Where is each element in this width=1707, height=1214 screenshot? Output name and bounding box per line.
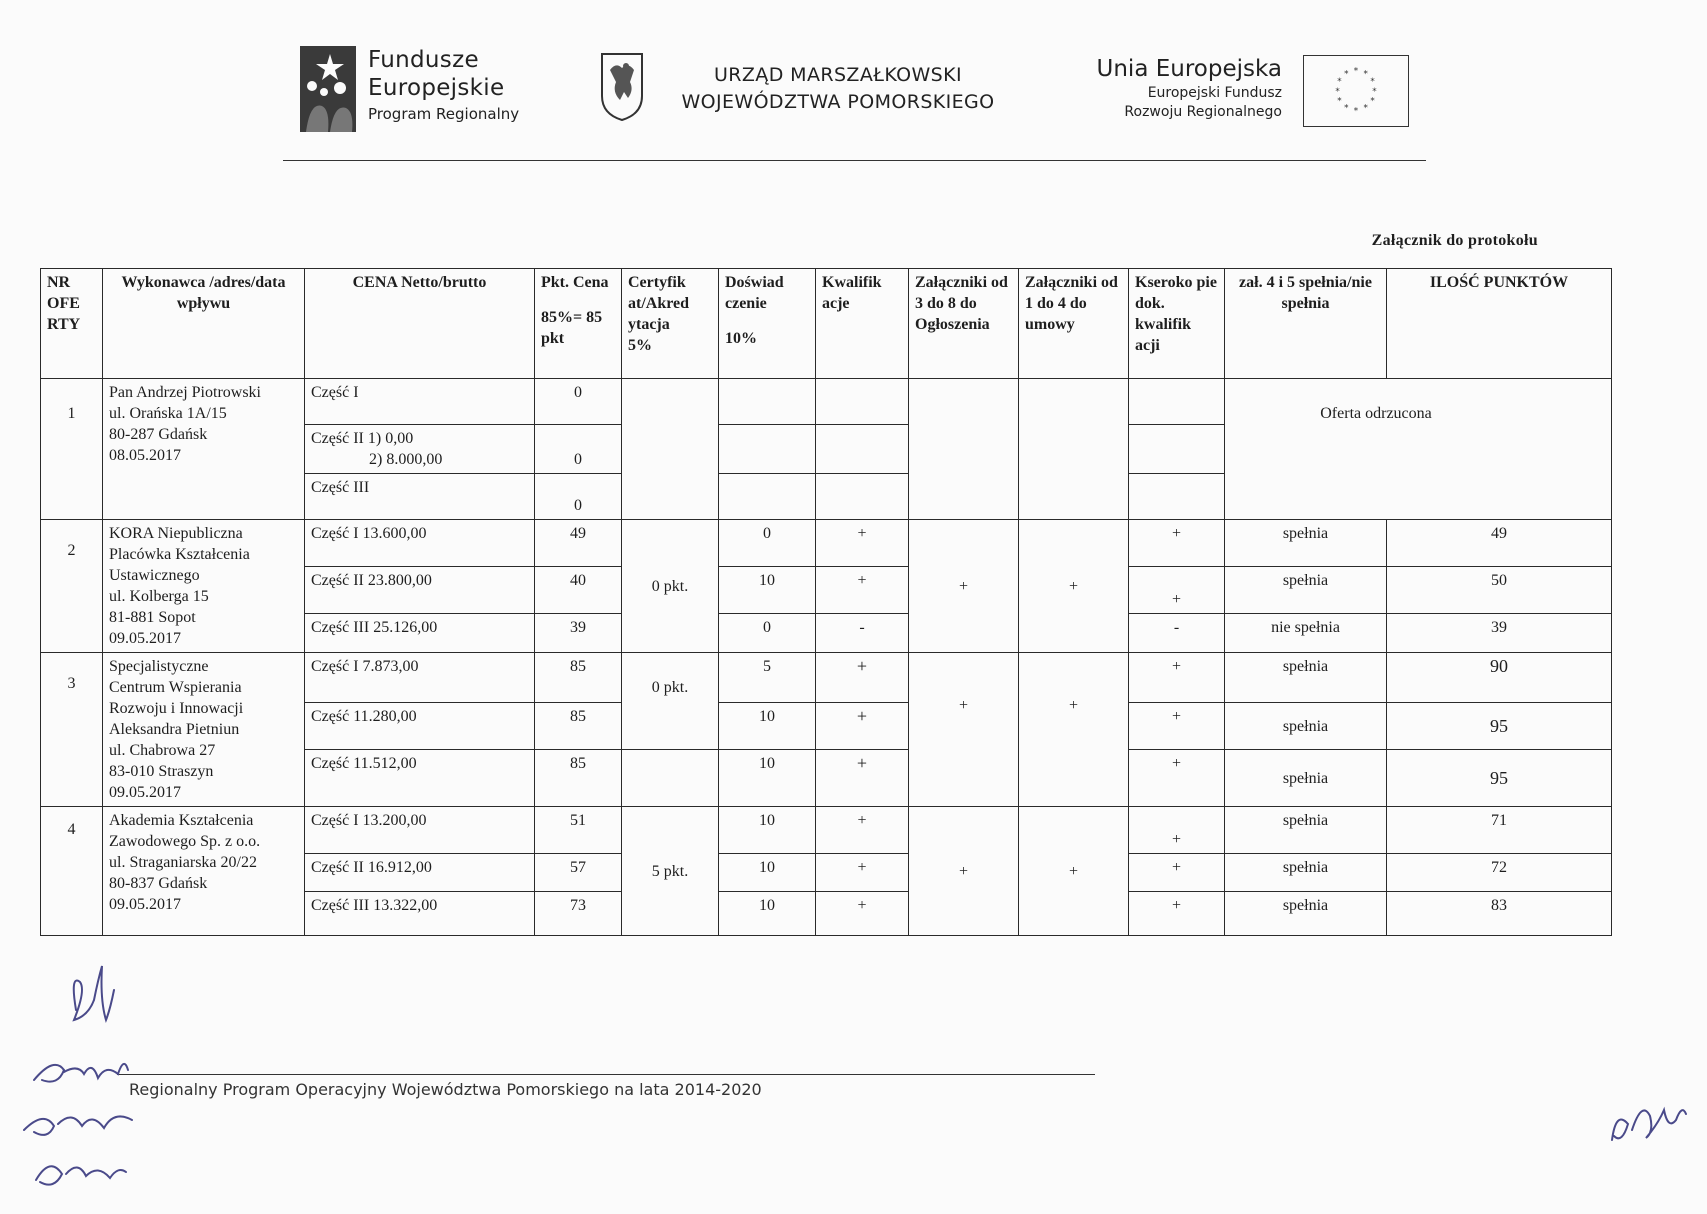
part-qualifications: + (816, 566, 909, 613)
part-price: Część 11.280,00 (305, 703, 535, 750)
offer-att-3-8: + (909, 653, 1019, 807)
part-qualifications: + (816, 703, 909, 750)
svg-text:*: * (1337, 96, 1342, 107)
col-price-header: CENA Netto/brutto (305, 269, 535, 379)
part-experience (719, 379, 816, 425)
part-points: 72 (1387, 854, 1612, 892)
part-price: Część I 13.600,00 (305, 520, 535, 567)
part-experience: 0 (719, 613, 816, 652)
table-row (41, 807, 1612, 854)
part-price-sub: 2) 8.000,00 (369, 451, 443, 468)
part-price-pts: 51 (535, 807, 622, 854)
part-experience: 10 (719, 703, 816, 750)
table-row (41, 520, 1612, 567)
part-copies (1129, 379, 1225, 425)
part-price-pts: 0 (535, 379, 622, 425)
fundusze-europejskie-logo-icon (300, 46, 356, 132)
contractor-line: 09.05.2017 (109, 630, 181, 647)
part-experience: 10 (719, 892, 816, 936)
part-price-pts: 73 (535, 892, 622, 936)
part-qualifications (816, 474, 909, 520)
part-copies: + (1129, 892, 1225, 936)
offer-att-1-4 (1019, 379, 1129, 520)
part-price-pts: 85 (535, 750, 622, 807)
part-price: Część II 23.800,00 (305, 566, 535, 613)
contractor-line: Akademia Kształcenia (109, 812, 254, 829)
offer-nr: 2 (41, 520, 103, 653)
svg-text:*: * (1335, 86, 1340, 97)
contractor-line: ul. Chabrowa 27 (109, 742, 216, 759)
svg-text:*: * (1370, 77, 1375, 88)
part-att-4-5: spełnia (1225, 653, 1387, 703)
svg-text:*: * (1363, 69, 1368, 80)
part-price: Część III 25.126,00 (305, 613, 535, 652)
contractor-line: 09.05.2017 (109, 896, 181, 913)
footer-text: Regionalny Program Operacyjny Województwa Pomorskiego na lata 2014-2020 (129, 1080, 762, 1099)
part-qualifications: + (816, 892, 909, 936)
col-att-1-4-header: Załączniki od 1 do 4 do umowy (1019, 269, 1129, 379)
part-price-pts: 57 (535, 854, 622, 892)
part-copies: + (1129, 750, 1225, 807)
part-points: 49 (1387, 520, 1612, 567)
part-price: Część III 13.322,00 (305, 892, 535, 936)
svg-text:*: * (1353, 66, 1359, 77)
part-copies (1129, 474, 1225, 520)
part-points: 95 (1387, 750, 1612, 807)
table-header-row (41, 269, 1612, 379)
col-contractor-header: Wykonawca /adres/data wpływu (103, 269, 305, 379)
part-price-pts: 0 (535, 425, 622, 474)
cert-label: Certyfik at/Akred ytacja (628, 274, 690, 333)
contractor-line: ul. Straganiarska 20/22 (109, 854, 257, 871)
svg-text:*: * (1344, 103, 1349, 114)
experience-label: Doświad czenie (725, 274, 784, 312)
offer-contractor (103, 520, 305, 653)
contractor-line: 09.05.2017 (109, 784, 181, 801)
cert-cell-empty (622, 750, 719, 807)
contractor-line: Specjalistyczne (109, 658, 209, 675)
contractor-line: Zawodowego Sp. z o.o. (109, 833, 261, 850)
part-experience: 10 (719, 566, 816, 613)
col-att-3-8-header: Załączniki od 3 do 8 do Ogłoszenia (909, 269, 1019, 379)
footer-divider (117, 1074, 1095, 1075)
part-qualifications: + (816, 807, 909, 854)
part-copies: + (1129, 807, 1225, 854)
col-points-header: ILOŚĆ PUNKTÓW (1387, 269, 1612, 379)
svg-text:*: * (1337, 77, 1342, 88)
part-att-4-5: spełnia (1225, 703, 1387, 750)
eu-line1: Unia Europejska (1096, 56, 1282, 82)
part-price: Część III (305, 474, 535, 520)
part-price (305, 425, 535, 474)
part-copies: + (1129, 520, 1225, 567)
part-qualifications: + (816, 854, 909, 892)
office-line2: WOJEWÓDZTWA POMORSKIEGO (681, 91, 995, 113)
part-copies: + (1129, 653, 1225, 703)
part-att-4-5: nie spełnia (1225, 613, 1387, 652)
fe-line1: Fundusze (368, 47, 479, 73)
handwritten-signatures-left-icon (14, 960, 154, 1200)
contractor-line: 83-010 Straszyn (109, 763, 214, 780)
offer-contractor (103, 653, 305, 807)
part-experience: 10 (719, 750, 816, 807)
svg-text:*: * (1370, 96, 1375, 107)
fe-line3: Program Regionalny (368, 105, 520, 123)
offer-att-3-8: + (909, 807, 1019, 936)
fundusze-europejskie-text (368, 46, 519, 124)
eu-text (1060, 54, 1282, 122)
eu-flag-icon (1303, 55, 1409, 127)
offer-att-3-8 (909, 379, 1019, 520)
col-cert-header (622, 269, 719, 379)
svg-text:*: * (1363, 103, 1368, 114)
part-att-4-5: spełnia (1225, 854, 1387, 892)
contractor-line: 80-287 Gdańsk (109, 426, 208, 443)
part-price: Część I 7.873,00 (305, 653, 535, 703)
offer-nr: 3 (41, 653, 103, 807)
handwritten-signature-right-icon (1602, 1080, 1692, 1160)
header-divider (283, 160, 1426, 161)
svg-text:*: * (1372, 86, 1377, 97)
offer-att-3-8: + (909, 520, 1019, 653)
part-att-4-5: spełnia (1225, 892, 1387, 936)
part-price-pts: 49 (535, 520, 622, 567)
part-copies (1129, 425, 1225, 474)
svg-text:*: * (1353, 106, 1359, 117)
part-copies: - (1129, 613, 1225, 652)
part-experience: 10 (719, 807, 816, 854)
price-pts-weight: 85%= 85 pkt (541, 309, 603, 347)
col-experience-header (719, 269, 816, 379)
part-att-4-5: spełnia (1225, 566, 1387, 613)
part-price-pts: 85 (535, 653, 622, 703)
contractor-line: 80-837 Gdańsk (109, 875, 208, 892)
part-qualifications (816, 425, 909, 474)
annex-title: Załącznik do protokołu (1371, 232, 1538, 249)
part-price-pts: 85 (535, 703, 622, 750)
office-line1: URZĄD MARSZAŁKOWSKI (713, 64, 963, 86)
col-nr-header: NR OFE RTY (41, 269, 103, 379)
offer-nr: 1 (41, 379, 103, 520)
contractor-line: 81-881 Sopot (109, 609, 196, 626)
experience-weight: 10% (725, 330, 757, 347)
col-price-pts-header (535, 269, 622, 379)
contractor-line: ul. Orańska 1A/15 (109, 405, 227, 422)
eu-line3: Rozwoju Regionalnego (1124, 104, 1282, 120)
cert-weight: 5% (628, 337, 652, 354)
part-qualifications: + (816, 750, 909, 807)
offer-cert: 0 pkt. (622, 520, 719, 653)
part-points: 39 (1387, 613, 1612, 652)
part-experience: 10 (719, 854, 816, 892)
part-points: 71 (1387, 807, 1612, 854)
part-points: 90 (1387, 653, 1612, 703)
pomorskie-crest-icon (600, 52, 644, 122)
part-points: 50 (1387, 566, 1612, 613)
part-price: Część 11.512,00 (305, 750, 535, 807)
part-copies: + (1129, 703, 1225, 750)
part-experience (719, 425, 816, 474)
part-price: Część II 16.912,00 (305, 854, 535, 892)
fe-line2: Europejskie (368, 75, 505, 101)
rejected-note: Oferta odrzucona (1225, 379, 1612, 520)
offer-contractor (103, 379, 305, 520)
part-price: Część I (305, 379, 535, 425)
part-points: 83 (1387, 892, 1612, 936)
part-copies: + (1129, 854, 1225, 892)
part-att-4-5: spełnia (1225, 750, 1387, 807)
offer-cert: 0 pkt. (622, 653, 719, 750)
offer-nr: 4 (41, 807, 103, 936)
contractor-line: Aleksandra Pietniun (109, 721, 240, 738)
part-copies: + (1129, 566, 1225, 613)
contractor-line: 08.05.2017 (109, 447, 181, 464)
contractor-line: ul. Kolberga 15 (109, 588, 209, 605)
contractor-line: Placówka Kształcenia (109, 546, 250, 563)
contractor-line: Centrum Wspierania (109, 679, 242, 696)
col-qualifications-header: Kwalifik acje (816, 269, 909, 379)
part-qualifications (816, 379, 909, 425)
contractor-line: KORA Niepubliczna (109, 525, 243, 542)
offer-contractor (103, 807, 305, 936)
part-qualifications: - (816, 613, 909, 652)
table-row (41, 379, 1612, 425)
offer-att-1-4: + (1019, 807, 1129, 936)
part-att-4-5: spełnia (1225, 520, 1387, 567)
contractor-line: Rozwoju i Innowacji (109, 700, 244, 717)
part-att-4-5: spełnia (1225, 807, 1387, 854)
part-price-pts: 0 (535, 474, 622, 520)
col-copies-header: Kseroko pie dok. kwalifik acji (1129, 269, 1225, 379)
part-experience: 0 (719, 520, 816, 567)
price-pts-label: Pkt. Cena (541, 274, 609, 291)
svg-text:*: * (1344, 69, 1349, 80)
part-price-pts: 39 (535, 613, 622, 652)
part-qualifications: + (816, 520, 909, 567)
offer-cert (622, 379, 719, 520)
contractor-line: Ustawicznego (109, 567, 200, 584)
part-experience (719, 474, 816, 520)
marshal-office-text (668, 62, 1008, 116)
offer-att-1-4: + (1019, 520, 1129, 653)
part-experience: 5 (719, 653, 816, 703)
part-points: 95 (1387, 703, 1612, 750)
offer-cert: 5 pkt. (622, 807, 719, 936)
part-price-main: Część II 1) 0,00 (311, 430, 414, 447)
part-price: Część I 13.200,00 (305, 807, 535, 854)
offer-att-1-4: + (1019, 653, 1129, 807)
contractor-line: Pan Andrzej Piotrowski (109, 384, 261, 401)
col-att-4-5-header: zał. 4 i 5 spełnia/nie spełnia (1225, 269, 1387, 379)
table-row (41, 653, 1612, 703)
part-qualifications: + (816, 653, 909, 703)
offers-table (40, 268, 1612, 936)
eu-line2: Europejski Fundusz (1147, 85, 1282, 101)
part-price-pts: 40 (535, 566, 622, 613)
